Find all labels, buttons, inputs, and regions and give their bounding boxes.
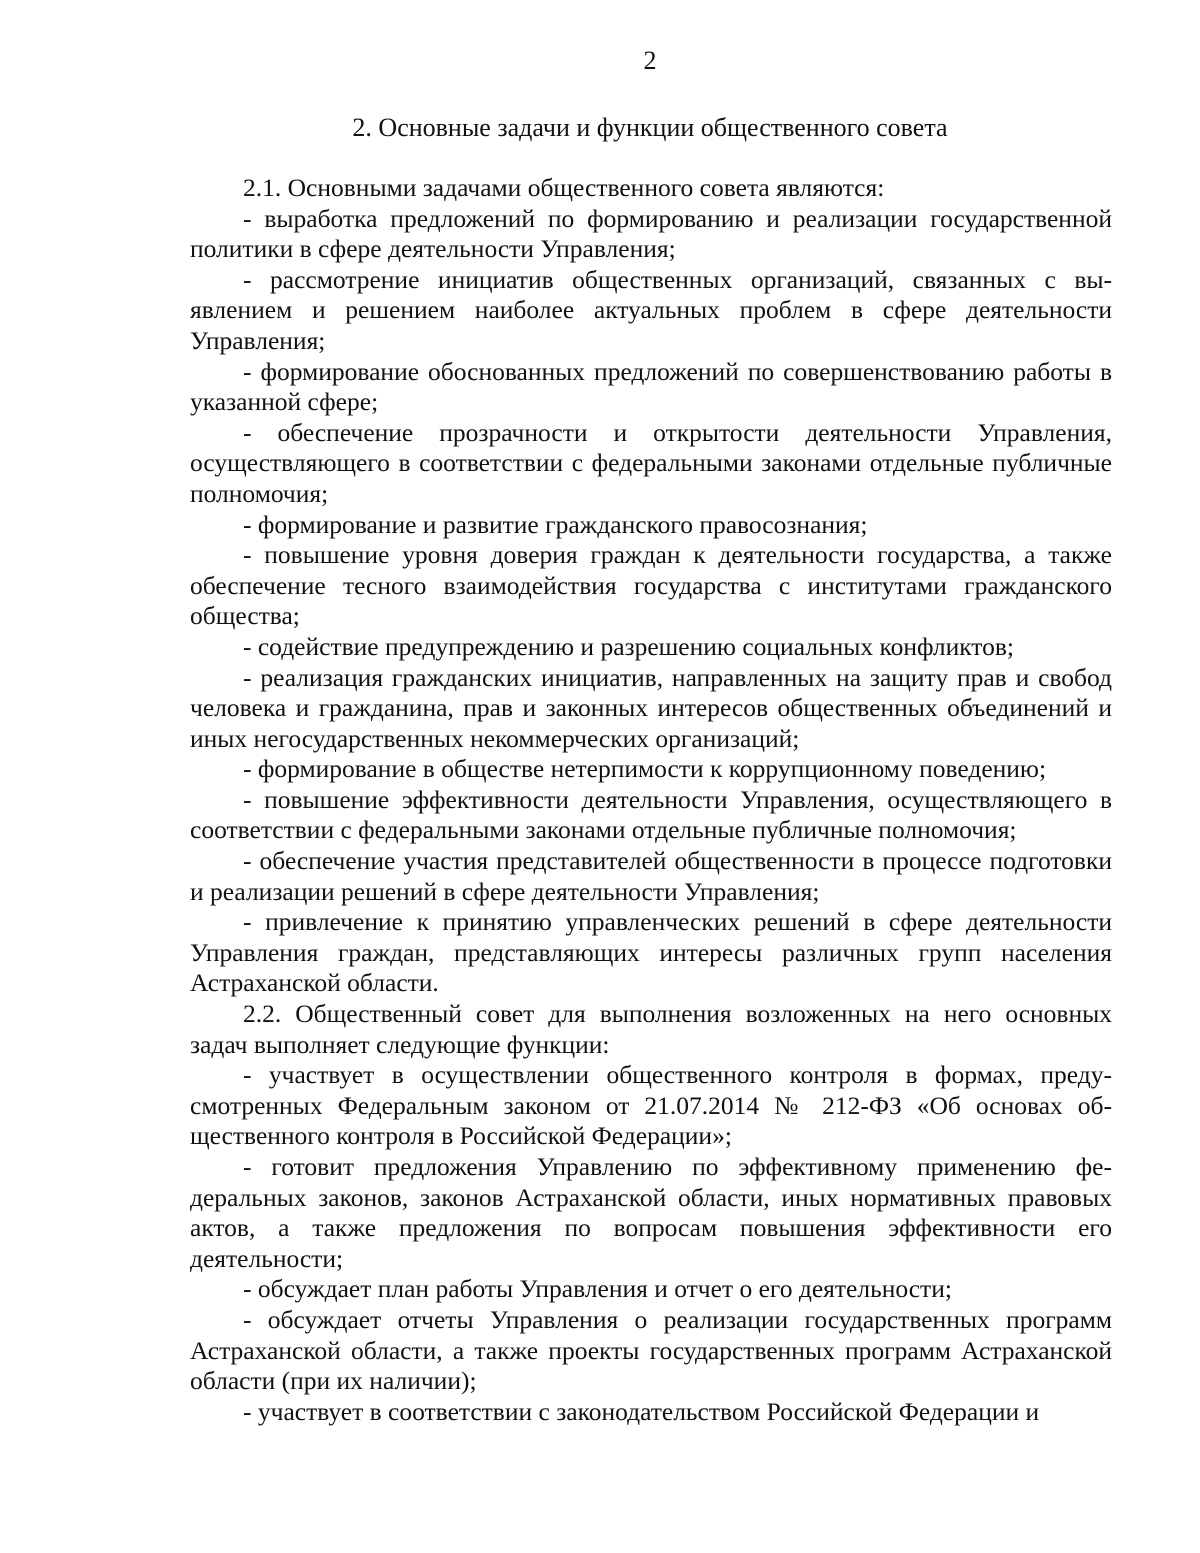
paragraph: - обсуждает план работы Управления и отчет о его деятельности; (243, 1274, 952, 1304)
paragraph: - рассмотрение инициатив общественных организаций, связанных с выявлением и решением наиболее актуальных проблем в сфере деятельности Управления; (190, 264, 1112, 355)
paragraph: - формирование обоснованных предложений по совершенствованию работы в указанной сфере; (190, 356, 1112, 417)
section-title: 2. Основные задачи и функции общественного совета (352, 113, 948, 142)
paragraph: - формирование и развитие гражданского правосознания; (243, 509, 868, 539)
paragraph: 2.1. Основными задачами общественного совета являются: (243, 173, 885, 202)
paragraph: - повышение уровня доверия граждан к деятельности государства, а также обеспечение тесного взаимодействия государства с институтами гражданского общества; (190, 540, 1112, 631)
page-number: 2 (643, 46, 657, 75)
paragraph: - содействие предупреждению и разрешению социальных конфликтов; (243, 631, 1014, 661)
paragraph: - участвует в осуществлении общественного контроля в формах, предусмотренных Федеральным законом от 21.07.2014 № 212-ФЗ «Об основах общественного контроля в Российской Федерации»; (190, 1060, 1112, 1151)
paragraph: - обеспечение прозрачности и открытости деятельности Управления, осуществляющего в соответствии с федеральными законами отдельные публичные полномочия; (190, 417, 1112, 508)
paragraph: - повышение эффективности деятельности Управления, осуществляющего в соответствии с федеральными законами отдельные публичные полномочия; (190, 784, 1112, 845)
paragraph: - обеспечение участия представителей общественности в процессе подготовки и реализации решений в сфере деятельности Управления; (190, 846, 1112, 906)
paragraph: - участвует в соответствии с законодательством Российской Федерации и (243, 1396, 1040, 1426)
paragraph: - обсуждает отчеты Управления о реализации государственных программ Астраханской области, а также проекты государственных программ Астраханской области (при их наличии); (190, 1304, 1112, 1396)
paragraph: - реализация гражданских инициатив, направленных на защиту прав и свобод человека и гражданина, прав и законных интересов общественных объединений и иных негосударственных некоммерческих организаций; (190, 662, 1112, 753)
document-body (190, 173, 1112, 1427)
paragraph: - выработка предложений по формированию и реализации государственной политики в сфере деятельности Управления; (190, 203, 1112, 264)
paragraph: - формирование в обществе нетерпимости к коррупционному поведению; (243, 754, 1047, 784)
paragraph: 2.2. Общественный совет для выполнения возложенных на него основных задач выполняет следующие функции: (190, 999, 1112, 1059)
paragraph: - привлечение к принятию управленческих решений в сфере деятельности Управления граждан, представляющих интересы различных групп населения Астраханской области. (190, 907, 1112, 998)
paragraph: - готовит предложения Управлению по эффективному применению федеральных законов, законов Астраханской области, иных нормативных правовых актов, а также предложения по вопросам повышения эффективности его деятельности; (190, 1152, 1112, 1273)
